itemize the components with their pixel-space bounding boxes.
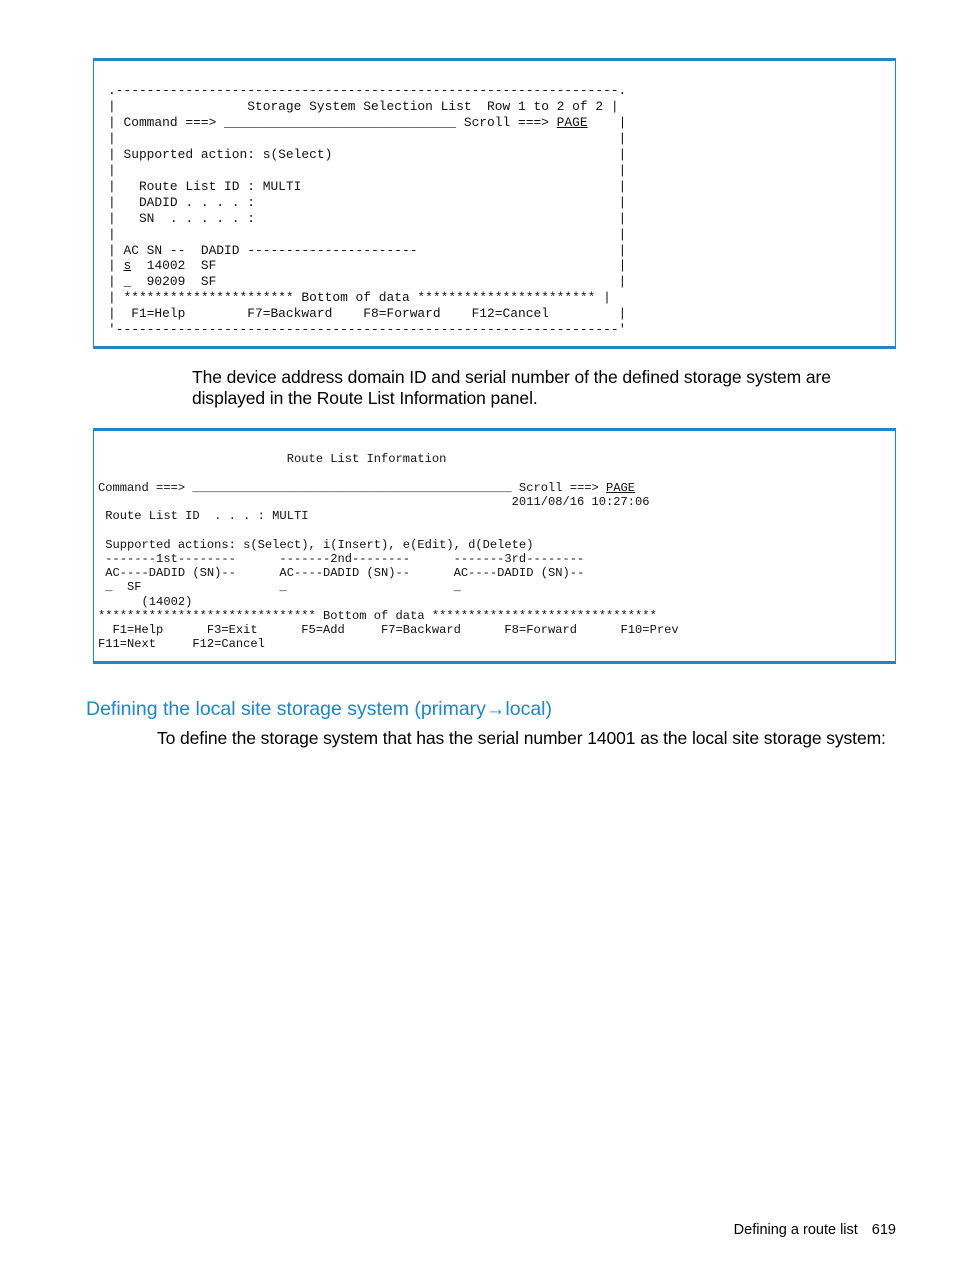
footer-section-title: Defining a route list bbox=[733, 1222, 858, 1238]
body-paragraph-define-local: To define the storage system that has the serial number 14001 as the local site storage system: bbox=[157, 728, 886, 748]
terminal-screen-selection-list: .-----------------------------------------------------------------. | Storage System Selection List Row 1 to 2 of 2 | | Command ===> ______________________________ Scroll ===> PAGE | | | | Supported action: s(Select) | | | | Route List ID : MULTI | | DADID . . . . : | | SN . . . . . : | | | | AC SN -- DADID ---------------------- | | s 14002 SF | | _ 90209 SF | | ********************** Bottom of data *********************** | | F1=Help F7=Backward F8=Forward F12=Cancel | '-----------------------------------------------------------------' bbox=[108, 83, 627, 338]
terminal-screen-route-list-info: Route List Information Command ===> ____________________________________________ Scroll ===> PAGE 2011/08/16 10:27:06 Route List ID . . . : MULTI Supported actions: s(Select), i(Insert), e(Edit), d(Delete) -------1st-------- -------2nd-------- -------3rd-------- AC----DADID (SN)-- AC----DADID (SN)-- AC----DADID (SN)-- _ SF _ _ (14002) ****************************** Bottom of data ******************************* F1=Help F3=Exit F5=Add F7=Backward F8=Forward F10=Prev F11=Next F12=Cancel bbox=[98, 452, 679, 652]
section-heading: Defining the local site storage system (primary→local) bbox=[86, 698, 553, 720]
route-list-information-panel bbox=[93, 428, 896, 664]
storage-system-selection-panel bbox=[93, 58, 896, 349]
page-number: 619 bbox=[871, 1222, 896, 1238]
body-paragraph-route-info: The device address domain ID and serial number of the defined storage system are displayed in the Route List Information panel. bbox=[192, 367, 831, 408]
page-footer bbox=[600, 1222, 896, 1238]
